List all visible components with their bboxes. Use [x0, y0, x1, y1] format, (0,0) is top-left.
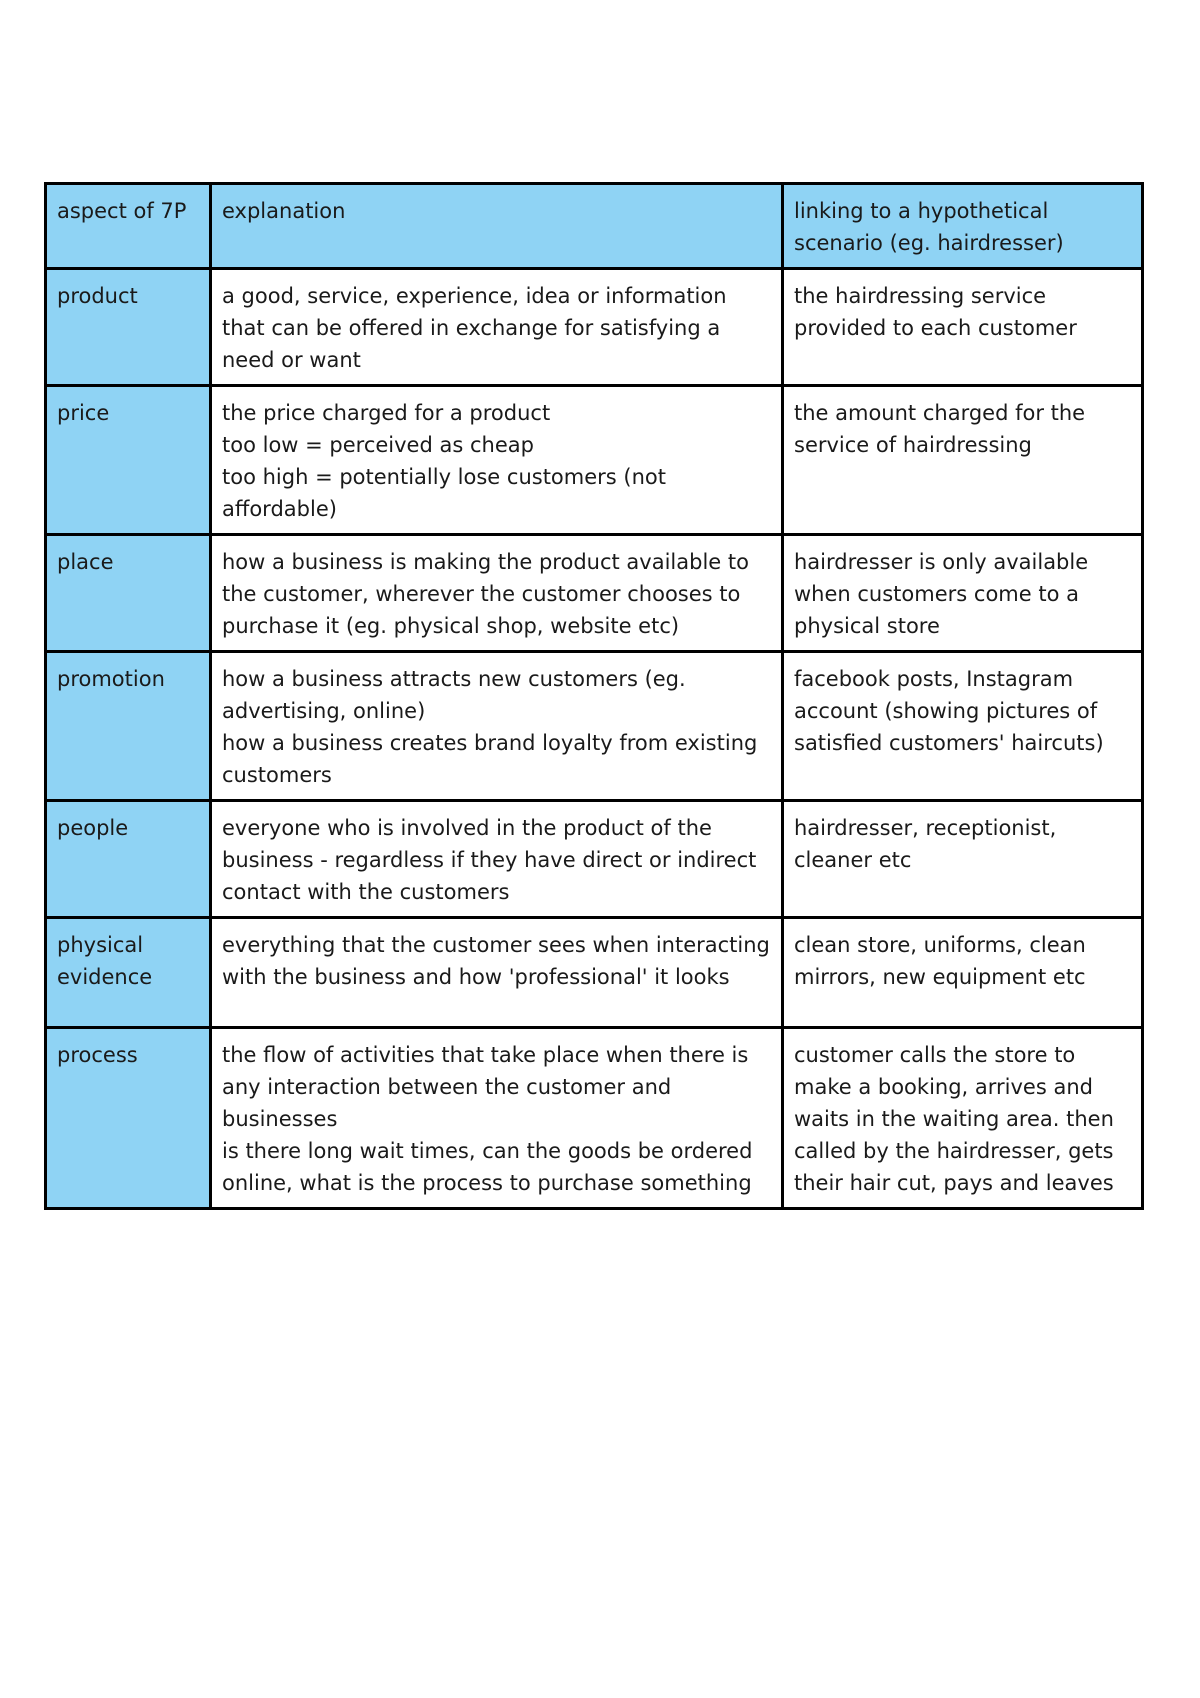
explanation-cell: [211, 535, 783, 652]
scenario-cell: [783, 269, 1143, 386]
explanation-line: everything that the customer sees when interacting with the business and how 'professional' it looks: [222, 933, 777, 989]
table-row: [46, 535, 1143, 652]
scenario-line: the hairdressing service provided to each customer: [794, 284, 1077, 340]
scenario-line: facebook posts, Instagram account (showing pictures of satisfied customers' haircuts): [794, 667, 1104, 755]
header-row: [46, 184, 1143, 269]
aspect-cell: process: [46, 1028, 211, 1209]
explanation-cell: [211, 269, 783, 386]
scenario-cell: [783, 918, 1143, 1028]
explanation-cell: [211, 386, 783, 535]
seven-p-table-container: [44, 182, 1141, 1210]
table-row: [46, 801, 1143, 918]
explanation-line: too low = perceived as cheap: [222, 433, 534, 457]
aspect-cell: price: [46, 386, 211, 535]
header-explanation: explanation: [211, 184, 783, 269]
explanation-cell: [211, 801, 783, 918]
scenario-cell: [783, 386, 1143, 535]
scenario-cell: [783, 801, 1143, 918]
explanation-cell: [211, 652, 783, 801]
table-row: [46, 1028, 1143, 1209]
explanation-line: the price charged for a product: [222, 401, 551, 425]
header-scenario: linking to a hypothetical scenario (eg. hairdresser): [783, 184, 1143, 269]
table-row: [46, 918, 1143, 1028]
scenario-cell: [783, 1028, 1143, 1209]
explanation-cell: [211, 918, 783, 1028]
explanation-line: how a business creates brand loyalty from existing customers: [222, 731, 765, 787]
scenario-line: hairdresser, receptionist, cleaner etc: [794, 816, 1063, 872]
aspect-cell: product: [46, 269, 211, 386]
explanation-line: is there long wait times, can the goods be ordered online, what is the process to purchase something: [222, 1139, 760, 1195]
table-row: [46, 386, 1143, 535]
scenario-line: customer calls the store to make a booking, arrives and waits in the waiting area. then called by the hairdresser, gets their hair cut, pays and leaves: [794, 1043, 1121, 1195]
explanation-line: how a business attracts new customers (eg. advertising, online): [222, 667, 693, 723]
scenario-line: hairdresser is only available when customers come to a physical store: [794, 550, 1095, 638]
aspect-cell: people: [46, 801, 211, 918]
scenario-line: the amount charged for the service of hairdressing: [794, 401, 1092, 457]
explanation-cell: [211, 1028, 783, 1209]
explanation-line: a good, service, experience, idea or information that can be offered in exchange for satisfying a need or want: [222, 284, 734, 372]
explanation-line: the flow of activities that take place when there is any interaction between the customer and businesses: [222, 1043, 756, 1131]
table-body: [46, 269, 1143, 1209]
explanation-line: everyone who is involved in the product of the business - regardless if they have direct or indirect contact with the customers: [222, 816, 764, 904]
explanation-line: how a business is making the product available to the customer, wherever the customer chooses to purchase it (eg. physical shop, website etc): [222, 550, 756, 638]
seven-p-table: [44, 182, 1144, 1210]
aspect-cell: physical evidence: [46, 918, 211, 1028]
table-row: [46, 652, 1143, 801]
aspect-cell: promotion: [46, 652, 211, 801]
scenario-cell: [783, 652, 1143, 801]
header-aspect: aspect of 7P: [46, 184, 211, 269]
table-row: [46, 269, 1143, 386]
explanation-line: too high = potentially lose customers (not affordable): [222, 465, 673, 521]
scenario-cell: [783, 535, 1143, 652]
aspect-cell: place: [46, 535, 211, 652]
table-header: [46, 184, 1143, 269]
scenario-line: clean store, uniforms, clean mirrors, new equipment etc: [794, 933, 1093, 989]
